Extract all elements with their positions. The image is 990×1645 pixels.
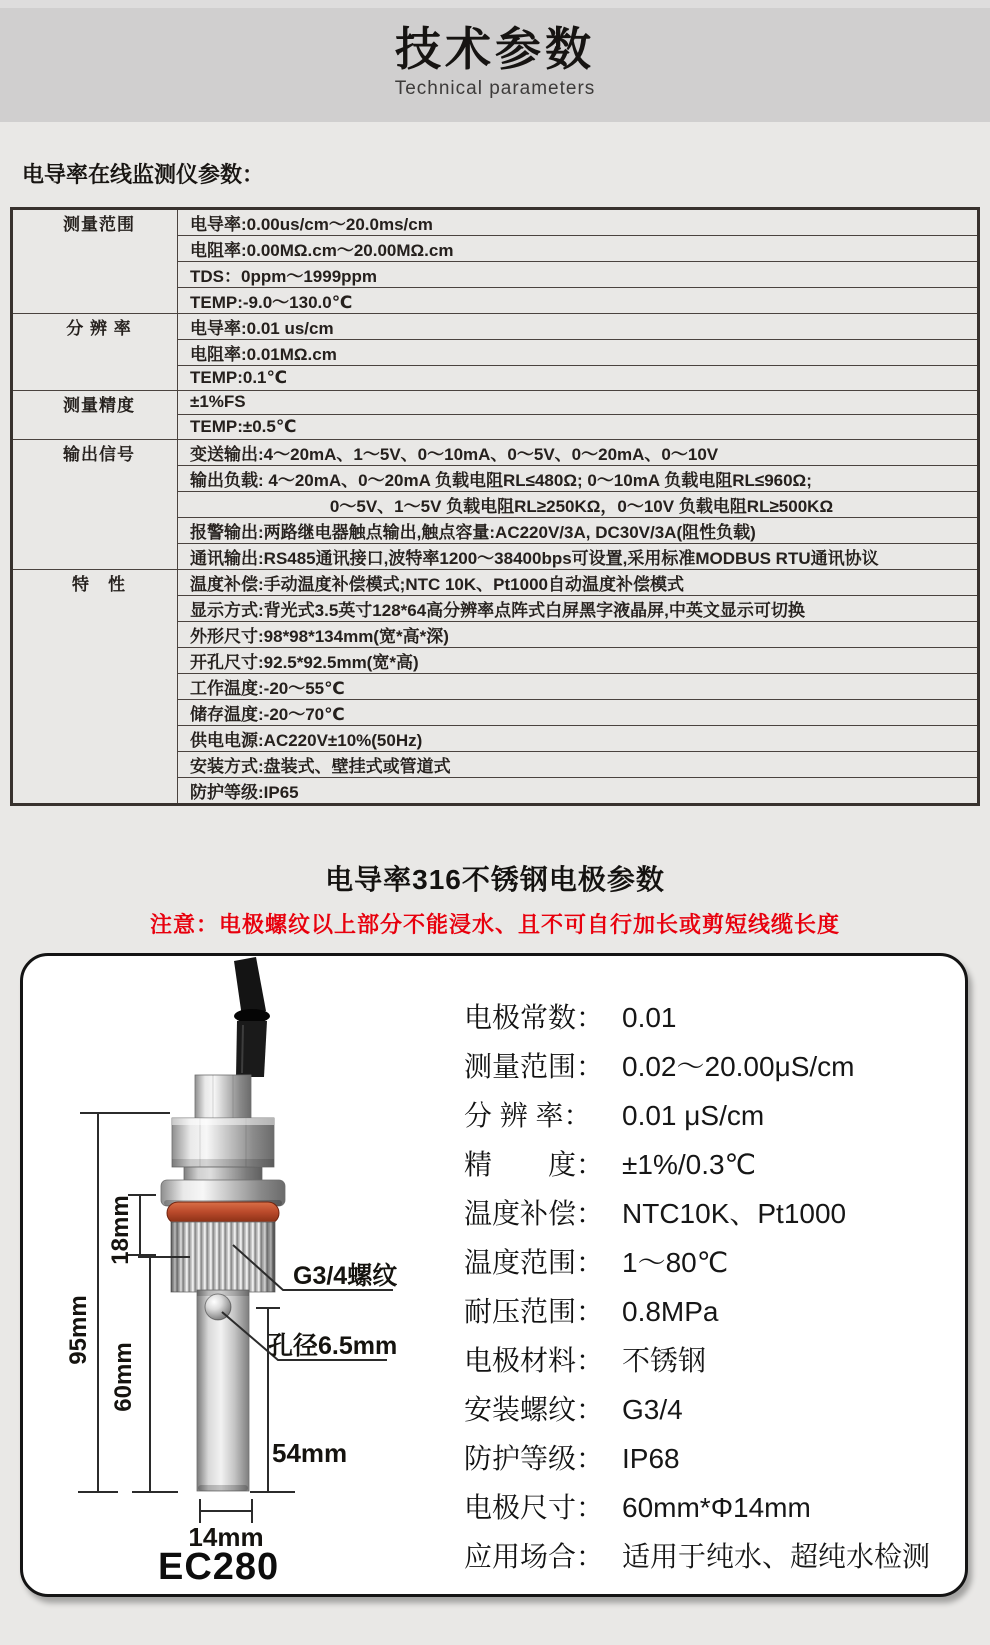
spec-row [464, 1287, 930, 1336]
spec-label: 分 辨 率： [464, 1100, 592, 1131]
table-cell: 电阻率:0.01MΩ.cm [178, 340, 979, 366]
electrode-body-graphic [161, 1075, 285, 1491]
spec-label: 防护等级： [464, 1443, 605, 1474]
header-band [0, 8, 990, 122]
table-cell: 变送输出:4～20mA、1～5V、0～10mA、0～5V、0～20mA、0～10V [178, 439, 979, 465]
table-cell: 显示方式:背光式3.5英寸128*64高分辨率点阵式白屏黑字液晶屏,中英文显示可切换 [178, 595, 979, 621]
table-cell: 输出负载: 4～20mA、0～20mA 负载电阻RL≤480Ω; 0～10mA 负载电阻RL≤960Ω; [178, 465, 979, 491]
spec-value: ±1%/0.3℃ [622, 1149, 756, 1180]
table-cell: 外形尺寸:98*98*134mm(宽*高*深) [178, 621, 979, 647]
model-name: EC280 [158, 1546, 280, 1588]
spec-row [464, 1336, 930, 1385]
spec-value: 适用于纯水、超纯水检测 [622, 1541, 931, 1572]
table-row [12, 209, 979, 236]
spec-value: 1～80℃ [622, 1247, 729, 1278]
group-label-features: 特 性 [12, 569, 178, 804]
spec-row [464, 1042, 930, 1091]
spec-row [464, 1434, 930, 1483]
spec-label: 测量范围： [464, 1051, 605, 1082]
thread-callout-label: G3/4螺纹 [293, 1262, 398, 1290]
dim-thread-section-length: 18mm [107, 1195, 134, 1265]
electrode-spec-list [464, 993, 930, 1581]
table-cell: 开孔尺寸:92.5*92.5mm(宽*高) [178, 647, 979, 673]
warning-note: 注意：电极螺纹以上部分不能浸水、且不可自行加长或剪短线缆长度 [149, 912, 840, 937]
electrode-section-title: 电导率316不锈钢电极参数 [325, 864, 665, 895]
spec-value: 0.01 [622, 1002, 677, 1033]
page-title: 技术参数 [395, 23, 595, 75]
spec-label: 电极常数： [464, 1002, 605, 1033]
group-label-accuracy: 测量精度 [12, 390, 178, 439]
table-cell: 0～5V、1～5V 负载电阻RL≥250KΩ，0～10V 负载电阻RL≥500KΩ [178, 491, 979, 517]
spec-row [464, 1385, 930, 1434]
spec-label: 电极尺寸： [464, 1492, 605, 1523]
spec-row [464, 1091, 930, 1140]
spec-value: 不锈钢 [622, 1345, 707, 1376]
table-cell: 电导率:0.01 us/cm [178, 314, 979, 340]
table-cell: TEMP:0.1℃ [178, 366, 979, 391]
spec-row [464, 1483, 930, 1532]
spec-label: 耐压范围： [464, 1296, 605, 1327]
table-cell: ±1%FS [178, 390, 979, 415]
spec-row [464, 1238, 930, 1287]
table-row [12, 314, 979, 340]
spec-row [464, 1532, 930, 1581]
spec-value: IP68 [622, 1443, 680, 1474]
monitor-spec-table [10, 207, 980, 806]
spec-value: NTC10K、Pt1000 [622, 1198, 847, 1229]
table-cell: TEMP:±0.5℃ [178, 415, 979, 440]
spec-value: 0.01 μS/cm [622, 1100, 765, 1131]
dim-immersion-length: 54mm [272, 1438, 348, 1468]
table-cell: 通讯输出:RS485通讯接口,波特率1200～38400bps可设置,采用标准MODBUS RTU通讯协议 [178, 543, 979, 569]
table-cell: 电阻率:0.00MΩ.cm～20.00MΩ.cm [178, 236, 979, 262]
table-cell: 防护等级:IP65 [178, 777, 979, 804]
spec-label: 温度补偿： [464, 1198, 605, 1229]
spec-value: G3/4 [622, 1394, 683, 1425]
table-row [12, 569, 979, 595]
cable-graphic [234, 957, 270, 1077]
group-label-resolution: 分 辨 率 [12, 314, 178, 391]
spec-label: 安装螺纹： [464, 1394, 605, 1425]
spec-value: 0.02～20.00μS/cm [622, 1051, 855, 1082]
table-cell: 安装方式:盘装式、壁挂式或管道式 [178, 751, 979, 777]
spec-label: 温度范围： [464, 1247, 605, 1278]
group-label-measure-range: 测量范围 [12, 209, 178, 314]
monitor-section-label: 电导率在线监测仪参数： [22, 162, 265, 187]
spec-row [464, 993, 930, 1042]
spec-row [464, 1140, 930, 1189]
dim-overall-length: 95mm [65, 1295, 92, 1365]
table-cell: TEMP:-9.0～130.0℃ [178, 288, 979, 314]
top-strip [0, 0, 990, 8]
table-cell: 供电电源:AC220V±10%(50Hz) [178, 725, 979, 751]
page-subtitle: Technical parameters [394, 78, 596, 99]
table-cell: TDS：0ppm～1999ppm [178, 262, 979, 288]
spec-label: 精 度： [464, 1149, 605, 1180]
table-cell: 储存温度:-20～70℃ [178, 699, 979, 725]
table-cell: 电导率:0.00us/cm～20.0ms/cm [178, 209, 979, 236]
table-cell: 报警输出:两路继电器触点输出,触点容量:AC220V/3A, DC30V/3A(阻性负载) [178, 517, 979, 543]
table-row [12, 390, 979, 415]
table-cell: 温度补偿:手动温度补偿模式;NTC 10K、Pt1000自动温度补偿模式 [178, 569, 979, 595]
hole-callout-label: 孔径6.5mm [268, 1332, 398, 1360]
spec-label: 应用场合： [464, 1541, 605, 1572]
table-cell: 工作温度:-20～55℃ [178, 673, 979, 699]
spec-label: 电极材料： [464, 1345, 605, 1376]
spec-value: 60mm*Φ14mm [622, 1492, 811, 1523]
spec-value: 0.8MPa [622, 1296, 719, 1327]
spec-row [464, 1189, 930, 1238]
table-row [12, 439, 979, 465]
dim-probe-length: 60mm [110, 1342, 137, 1412]
group-label-output-signal: 输出信号 [12, 439, 178, 569]
dim-probe-diameter: 14mm [188, 1522, 264, 1552]
